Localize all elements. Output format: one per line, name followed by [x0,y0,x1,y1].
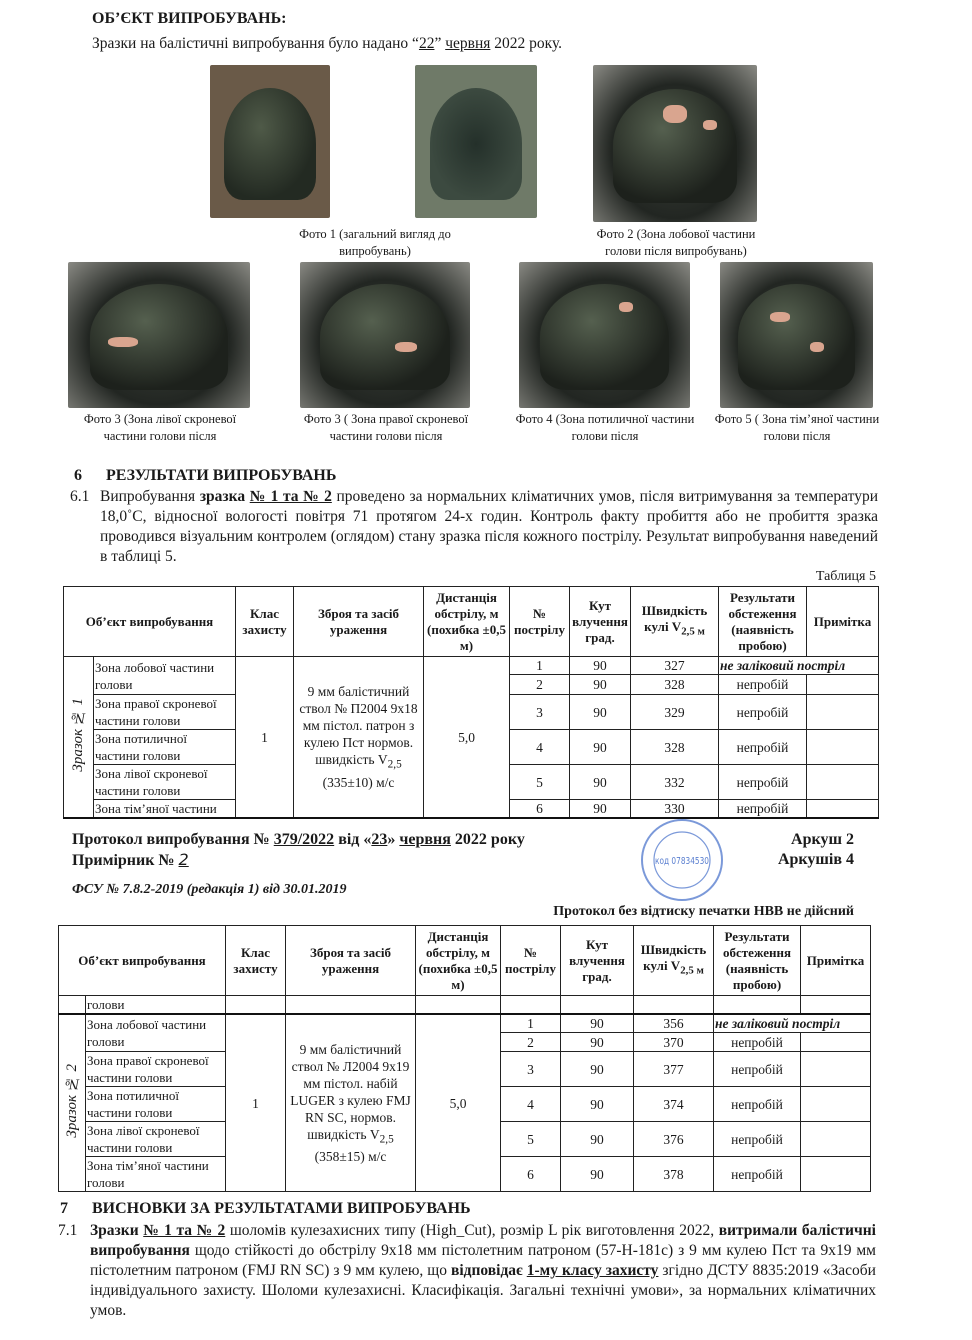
photo-caption-4: Фото 4 (Зона потиличної частини голови після [515,412,695,443]
shot-angle: 90 [570,800,631,819]
helmet-photo-1b [415,65,537,218]
note-cell [807,800,879,819]
empty-cell [59,996,86,1015]
text: відповідає [450,1262,527,1279]
protection-class: 1-му класу захисту [526,1262,659,1279]
note-cell [807,765,879,800]
photo-caption-5: Фото 5 ( Зона тім’яної частини голови після [714,412,880,443]
section-6-title: РЕЗУЛЬТАТИ ВИПРОБУВАНЬ [106,467,337,484]
note-cell [807,695,879,730]
shot-angle: 90 [561,1014,634,1033]
sheet: Аркуш 2 [791,831,854,848]
zone-cell: Зона лобової частини голови [86,1014,226,1052]
text: Зразок № 1 [70,697,86,772]
month: червня [445,35,491,52]
shot-speed: 329 [631,695,719,730]
text: Зразки [90,1222,144,1239]
day: 22 [418,35,435,52]
weapon-cell [294,657,424,819]
distance-cell: 5,0 [424,657,510,819]
header-weapon: Зброя та засіб ураження [286,926,416,996]
helmet-photo-5 [720,262,873,408]
header-object: Об’єкт випробування [64,587,236,657]
section-7-number: 7 [60,1200,68,1217]
zone-cell: Зона потиличної частини голови [86,1087,226,1122]
header-distance: Дистанція обстрілу, м (похибка ±0,5 м) [416,926,501,996]
copy-label: Примірник № [72,852,179,869]
text: червня [399,831,451,848]
text: Зразок № 2 [63,1063,80,1138]
class-cell: 1 [236,657,294,819]
section-6-1-text [100,487,878,567]
official-stamp [640,818,724,902]
note-cell [801,1052,871,1087]
shot-number: 3 [510,695,570,730]
note-cell [801,1033,871,1052]
zone-cell: Зона потиличної частини голови [94,730,236,765]
text: від « [334,831,372,848]
protocol-number: 379/2022 [273,831,335,848]
section-7-title: ВИСНОВКИ ЗА РЕЗУЛЬТАТАМИ ВИПРОБУВАНЬ [92,1200,471,1217]
section-6-number: 6 [74,467,82,484]
text: витримали балістичні випробування [90,1222,876,1259]
shot-result: непробій [714,1033,801,1052]
helmet-photo-3 [68,262,250,408]
shot-number: 4 [510,730,570,765]
text: ” [434,35,446,52]
header-distance: Дистанція обстрілу, м (похибка ±0,5 м) [424,587,510,657]
svg-text:код 07834530: код 07834530 [655,856,709,867]
shot-result: непробій [719,765,807,800]
note-cell [801,1087,871,1122]
shot-number: 5 [501,1122,561,1157]
shot-number: 3 [501,1052,561,1087]
shot-angle: 90 [561,1122,634,1157]
shot-number: 5 [510,765,570,800]
header-note: Примітка [807,587,879,657]
note-cell [801,1122,871,1157]
shot-speed: 356 [634,1014,714,1033]
photo-caption-3b: Фото 3 ( Зона правої скроневої частини голови після [303,412,469,443]
text: » [387,831,400,848]
sheets-total: Аркушів 4 [777,851,854,868]
shot-speed: 374 [634,1087,714,1122]
helmet-photo-4 [519,262,690,408]
results-table-sample-2 [58,925,871,1192]
shot-angle: 90 [570,675,631,695]
zone-cell: Зона правої скроневої частини голови [94,695,236,730]
shot-speed: 377 [634,1052,714,1087]
shot-result: непробій [714,1157,801,1192]
text: зразка [199,488,250,505]
shot-number: 4 [501,1087,561,1122]
text: Швидкість кулі V [640,942,707,974]
text: (335±10) м/с [322,774,395,790]
note-cell [807,730,879,765]
sheet-info [778,830,854,870]
shot-number: 2 [510,675,570,695]
shot-angle: 90 [561,1087,634,1122]
text: 23 [371,831,388,848]
photo-caption-3: Фото 3 (Зона лівої скроневої частини голови після [83,412,237,443]
text: (358±15) м/с [314,1149,387,1165]
header-shot-number: № пострілу [510,587,570,657]
sample-label [64,657,94,819]
shot-angle: 90 [570,730,631,765]
shot-speed: 330 [631,800,719,819]
text: щодо стійкості до обстрілу 9х18 мм пістолетним патроном (57-Н-181с) з 9 мм кулею Пст та 9х19 мм пістолетним патроном (FMJ RN SC) з 9 мм кулею, що [90,1242,876,1279]
shot-speed: 378 [634,1157,714,1192]
sample-label [59,1014,86,1192]
shot-result: непробій [719,730,807,765]
zone-cell: Зона правої скроневої частини голови [86,1052,226,1087]
text: 9 мм балістичний ствол № П2004 9х18 мм пістол. патрон з кулею Пст нормов. швидкість V [299,684,418,768]
shot-result: не заліковий постріл [719,657,879,675]
photo-caption-1: Фото 1 (загальний вигляд до випробувань) [299,227,451,258]
helmet-photo-2 [593,65,757,222]
shot-result: непробій [714,1087,801,1122]
validity-note: Протокол без відтиску печатки НВВ не дійсний [553,904,854,919]
text: шоломів кулезахисних типу (High_Cut), розмір L рік виготовлення 2022, [225,1222,719,1239]
zone-cell: Зона лівої скроневої частини голови [94,765,236,800]
results-table-sample-1 [63,586,879,819]
shot-angle: 90 [570,657,631,675]
shot-number: 1 [501,1014,561,1033]
shot-speed: 376 [634,1122,714,1157]
protocol-header [72,830,525,871]
sample-numbers: № 1 та № 2 [143,1222,226,1239]
header-class: Клас захисту [236,587,294,657]
shot-result: непробій [714,1122,801,1157]
text: проведено за нормальних кліматичних умов, після витримування за температури 18,0˚С, відносної вологості повітря 71 протягом 24-х годин. Контроль факту пробиття або не пробиття зразка проводився візуальним контролем (оглядом) стану зразка після кожного пострілу. Результат випробування наведений в таблиці 5. [100,488,878,565]
helmet-photo-1a [210,65,330,218]
photo-caption-2: Фото 2 (Зона лобової частини голови після випробувань) [596,227,756,258]
table-label: Таблиця 5 [815,569,876,584]
zone-cell: Зона лобової частини голови [94,657,236,695]
section-7-1-number: 7.1 [58,1222,78,1239]
section-6-1-number: 6.1 [70,488,90,505]
shot-number: 6 [510,800,570,819]
shot-speed: 328 [631,730,719,765]
header-note: Примітка [801,926,871,996]
text: 9 мм балістичний ствол № Л2004 9х19 мм пістол. набій LUGER з кулею FMJ RN SC, нормов. швидкість V [290,1041,411,1142]
shot-angle: 90 [561,1052,634,1087]
text: 2,5 м [681,625,705,638]
header-angle: Кут влучення град. [561,926,634,996]
header-result: Результати обстеження (наявність пробою) [714,926,801,996]
shot-speed: 327 [631,657,719,675]
shot-angle: 90 [561,1157,634,1192]
header-shot-number: № пострілу [501,926,561,996]
shot-angle: 90 [561,1033,634,1052]
shot-number: 6 [501,1157,561,1192]
shot-angle: 90 [570,695,631,730]
shot-result: непробій [714,1052,801,1087]
object-title: ОБ’ЄКТ ВИПРОБУВАНЬ: [92,10,287,27]
fsu-reference: ФСУ № 7.8.2-2019 (редакція 1) від 30.01.2019 [72,882,347,897]
shot-number: 2 [501,1033,561,1052]
helmet-photo-3b [300,262,470,408]
shot-speed: 328 [631,675,719,695]
note-cell [801,1157,871,1192]
class-cell: 1 [226,1014,286,1192]
distance-cell: 5,0 [416,1014,501,1192]
shot-result: непробій [719,675,807,695]
header-weapon: Зброя та засіб ураження [294,587,424,657]
zone-cell: Зона лівої скроневої частини голови [86,1122,226,1157]
text: 2,5 [387,758,402,771]
text: 2,5 м [680,964,704,977]
text: згідно ДСТУ 8835:2019 «Засоби індивідуального захисту. Шоломи кулезахисні. Класифікація. Загальні технічні умови», за нормальних кліматичних умов. [90,1262,876,1319]
zone-cell: Зона тім’яної частини голови [86,1157,226,1192]
header-object: Об’єкт випробування [59,926,226,996]
text: Зразки на балістичні випробування було надано “ [92,35,419,52]
note-cell [807,675,879,695]
shot-result: непробій [719,800,807,819]
section-7-1-text [90,1221,876,1321]
text: Випробування [100,488,200,505]
text: 2022 року. [490,35,563,52]
zone-cell-carryover: голови [86,996,226,1015]
header-result: Результати обстеження (наявність пробою) [719,587,807,657]
shot-speed: 370 [634,1033,714,1052]
weapon-cell [286,1014,416,1192]
text: 2022 року [450,831,525,848]
text: 2,5 [379,1133,394,1146]
header-angle: Кут влучення град. [570,587,631,657]
zone-cell: Зона тім’яної частини [94,800,236,819]
text: Протокол випробування № [72,831,274,848]
object-text [92,35,562,53]
text: Швидкість кулі V [641,603,708,635]
copy-number: 2 [178,850,189,869]
shot-angle: 90 [570,765,631,800]
shot-speed: 332 [631,765,719,800]
header-velocity [631,587,719,657]
header-class: Клас захисту [226,926,286,996]
shot-result: не заліковий постріл [714,1014,871,1033]
header-velocity [634,926,714,996]
sample-numbers: № 1 та № 2 [249,488,332,505]
shot-result: непробій [719,695,807,730]
shot-number: 1 [510,657,570,675]
